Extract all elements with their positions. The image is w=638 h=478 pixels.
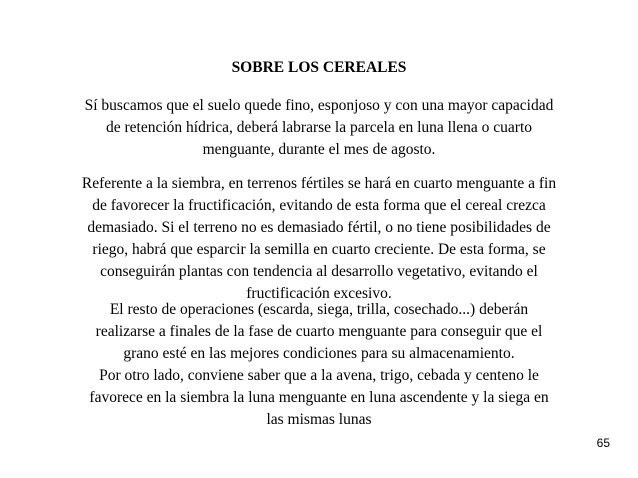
- paragraph-line: conseguirán plantas con tendencia al desarrollo vegetativo, evitando el: [100, 263, 538, 280]
- paragraph-line: de retención hídrica, deberá labrarse la parcela en luna llena o cuarto: [105, 119, 532, 136]
- paragraph-line: Referente a la siembra, en terrenos fértiles se hará en cuarto menguante a fin: [81, 175, 557, 192]
- paragraph-line: Por otro lado, conviene saber que a la avena, trigo, cebada y centeno le: [99, 367, 539, 384]
- paragraph-line: riego, habrá que esparcir la semilla en cuarto creciente. De esta forma, se: [92, 241, 546, 258]
- paragraph-harvest: [40, 299, 598, 431]
- paragraph-line: de favorecer la fructificación, evitando de esta forma que el cereal crezca: [92, 197, 546, 214]
- paragraph-line: Sí buscamos que el suelo quede fino, esponjoso y con una mayor capacidad: [84, 97, 554, 114]
- page-title: SOBRE LOS CEREALES: [231, 59, 407, 76]
- paragraph-line: favorece en la siembra la luna menguante en luna ascendente y la siega en: [89, 389, 549, 406]
- paragraph-line: fructificación excesivo.: [246, 285, 392, 302]
- paragraph-line: El resto de operaciones (escarda, siega, trilla, cosechado...) deberán: [109, 301, 529, 318]
- paragraph-soil-preparation: [40, 95, 598, 161]
- paragraph-line: realizarse a finales de la fase de cuarto menguante para conseguir que el: [95, 323, 543, 340]
- paragraph-line: menguante, durante el mes de agosto.: [202, 141, 436, 158]
- paragraph-line: demasiado. Si el terreno no es demasiado fértil, o no tiene posibilidades de: [87, 219, 551, 236]
- paragraph-line: las mismas lunas: [266, 411, 372, 428]
- paragraph-sowing: [40, 173, 598, 305]
- paragraph-line: grano esté en las mejores condiciones para su almacenamiento.: [123, 345, 515, 362]
- page-number: 65: [596, 436, 610, 450]
